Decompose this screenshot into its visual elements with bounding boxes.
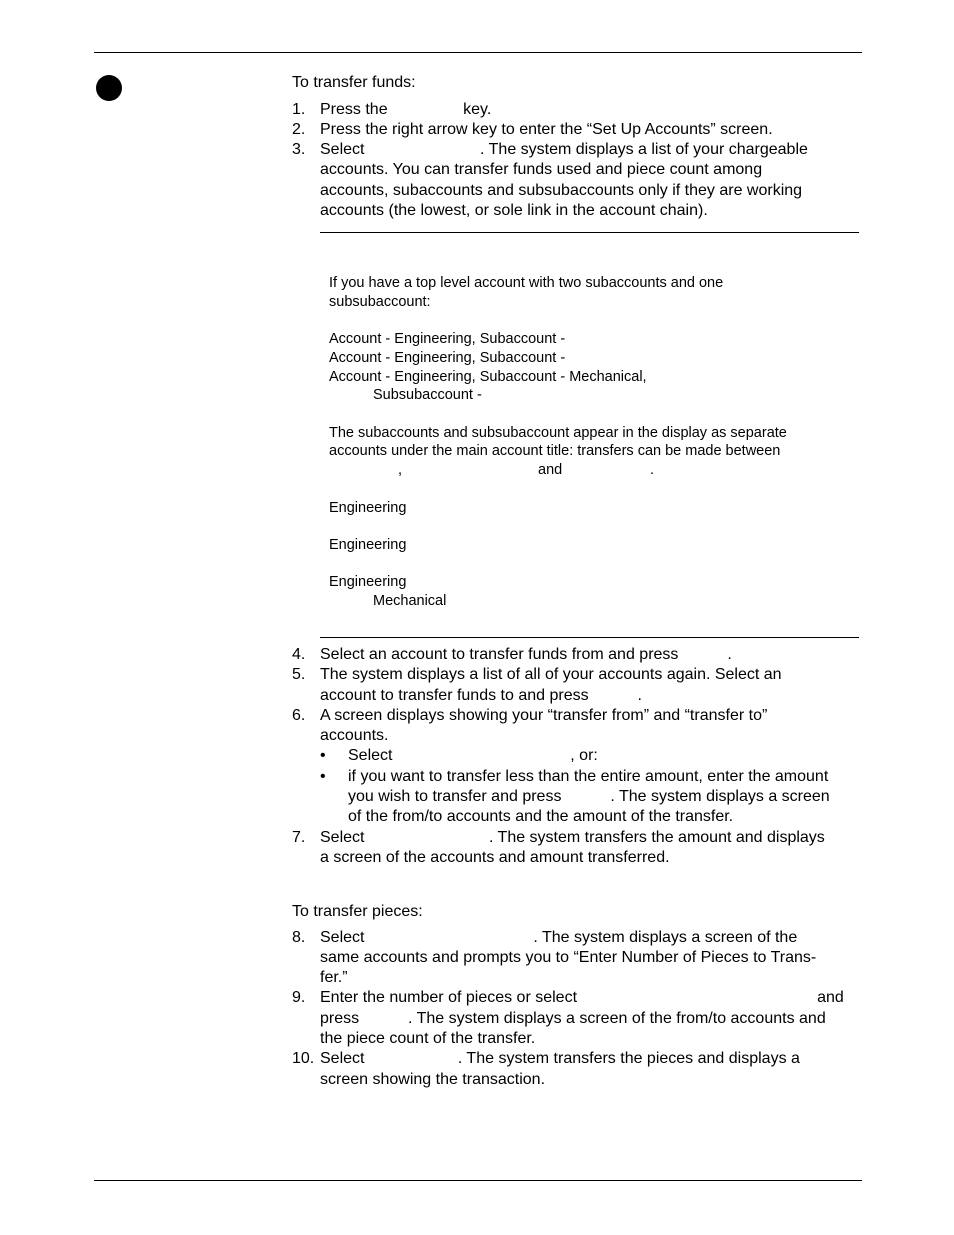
step-6-number: 6. bbox=[292, 707, 306, 724]
bullet-1-mark: • bbox=[320, 747, 326, 764]
example-intro-line: subsubaccount: bbox=[329, 294, 431, 310]
example-explanation-comma: , bbox=[398, 462, 403, 478]
step-3-number: 3. bbox=[292, 141, 306, 158]
example-explanation-and: and bbox=[538, 462, 563, 478]
bullet-2-line: of the from/to accounts and the amount of the transfer. bbox=[348, 808, 734, 825]
step-1-number: 1. bbox=[292, 101, 306, 118]
example-bottom-rule bbox=[320, 637, 859, 638]
step-7-line: a screen of the accounts and amount transferred. bbox=[320, 849, 670, 866]
step-5-line: account to transfer funds to and press . bbox=[320, 687, 642, 704]
step-2-text: Press the right arrow key to enter the “Set Up Accounts” screen. bbox=[320, 121, 773, 138]
example-display-engineering: Engineering bbox=[329, 574, 407, 590]
example-top-rule bbox=[320, 232, 859, 233]
example-account-line: Subsubaccount - bbox=[373, 387, 482, 403]
bullet-1-text: Select , or: bbox=[348, 747, 598, 764]
step-9-line: Enter the number of pieces or select and bbox=[320, 989, 844, 1006]
example-display-mechanical: Mechanical bbox=[373, 593, 447, 609]
example-account-line: Account - Engineering, Subaccount - bbox=[329, 350, 566, 366]
step-3-line: Select . The system displays a list of your chargeable bbox=[320, 141, 808, 158]
step-1-text: Press the key. bbox=[320, 101, 492, 118]
section-marker-dot bbox=[96, 75, 122, 101]
step-3-line: accounts (the lowest, or sole link in the account chain). bbox=[320, 202, 708, 219]
step-3-line: accounts. You can transfer funds used and piece count among bbox=[320, 161, 763, 178]
step-4-number: 4. bbox=[292, 646, 306, 663]
step-8-line: fer.” bbox=[320, 969, 348, 986]
step-4-text: Select an account to transfer funds from and press . bbox=[320, 646, 732, 663]
step-9-line: press . The system displays a screen of the from/to accounts and bbox=[320, 1010, 826, 1027]
example-display-engineering: Engineering bbox=[329, 500, 407, 516]
step-2-number: 2. bbox=[292, 121, 306, 138]
step-6-line: A screen displays showing your “transfer from” and “transfer to” bbox=[320, 707, 768, 724]
bottom-rule bbox=[94, 1180, 862, 1181]
bullet-2-line: if you want to transfer less than the entire amount, enter the amount bbox=[348, 768, 829, 785]
step-5-number: 5. bbox=[292, 666, 306, 683]
step-10-line: Select . The system transfers the pieces and displays a bbox=[320, 1050, 800, 1067]
step-8-number: 8. bbox=[292, 929, 306, 946]
example-explanation-line: The subaccounts and subsubaccount appear in the display as separate bbox=[329, 425, 787, 441]
step-10-line: screen showing the transaction. bbox=[320, 1071, 546, 1088]
example-intro-line: If you have a top level account with two subaccounts and one bbox=[329, 275, 724, 291]
step-9-line: the piece count of the transfer. bbox=[320, 1030, 536, 1047]
step-9-number: 9. bbox=[292, 989, 306, 1006]
step-3-line: accounts, subaccounts and subsubaccounts only if they are working bbox=[320, 182, 803, 199]
top-rule bbox=[94, 52, 862, 53]
step-8-line: same accounts and prompts you to “Enter Number of Pieces to Trans- bbox=[320, 949, 817, 966]
step-5-line: The system displays a list of all of your accounts again. Select an bbox=[320, 666, 782, 683]
step-7-number: 7. bbox=[292, 829, 306, 846]
example-display-engineering: Engineering bbox=[329, 537, 407, 553]
example-explanation-period: . bbox=[650, 462, 655, 478]
step-6-line: accounts. bbox=[320, 727, 389, 744]
example-account-line: Account - Engineering, Subaccount - Mechanical, bbox=[329, 369, 647, 385]
bullet-2-line: you wish to transfer and press . The system displays a screen bbox=[348, 788, 830, 805]
step-7-line: Select . The system transfers the amount and displays bbox=[320, 829, 825, 846]
step-8-line: Select . The system displays a screen of the bbox=[320, 929, 798, 946]
intro-transfer-pieces: To transfer pieces: bbox=[292, 903, 423, 920]
bullet-2-mark: • bbox=[320, 768, 326, 785]
intro-transfer-funds: To transfer funds: bbox=[292, 74, 416, 91]
example-explanation-line: accounts under the main account title: transfers can be made between bbox=[329, 443, 781, 459]
step-10-number: 10. bbox=[292, 1050, 315, 1067]
example-account-line: Account - Engineering, Subaccount - bbox=[329, 331, 566, 347]
